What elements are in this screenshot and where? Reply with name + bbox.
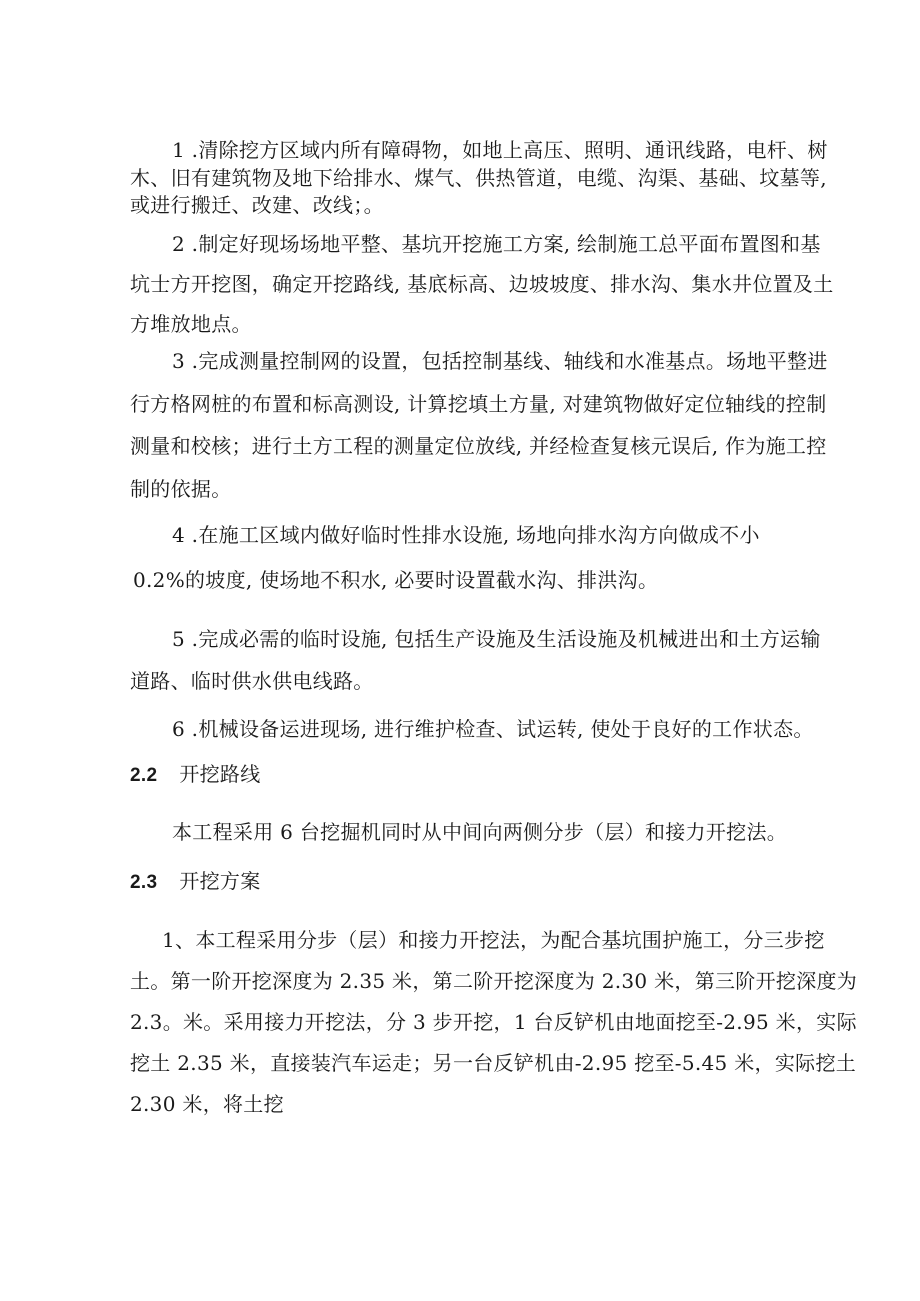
item-2-line-2: 坑士方开挖图，确定开挖路线, 基底标高、边坡坡度、排水沟、集水井位置及土 — [130, 272, 834, 296]
item-2-line-1: 2 .制定好现场场地平整、基坑开挖施工方案, 绘制施工总平面布置图和基 — [172, 232, 821, 256]
section-2-3-title: 开挖方案 — [179, 869, 261, 893]
item-1-line-2: 木、旧有建筑物及地下给排水、煤气、供热管道，电缆、沟渠、基础、坟墓等, — [130, 166, 827, 190]
section-2-3-line-4: 挖土 2.35 米，直接装汽车运走；另一台反铲机由-2.95 挖至-5.45 米，实际挖土 — [130, 1051, 857, 1075]
section-2-3-number: 2.3 — [130, 872, 158, 893]
item-3-line-4: 制的依据。 — [130, 477, 232, 501]
item-2-line-3: 方堆放地点。 — [130, 312, 252, 336]
item-3-line-3: 测量和校核；进行土方工程的测量定位放线, 并经检查复核元误后, 作为施工控 — [130, 434, 827, 458]
item-4-line-2: 0.2%的坡度, 使场地不积水, 必要时设置截水沟、排洪沟。 — [133, 568, 659, 592]
item-1-line-3: 或进行搬迁、改建、改线；。 — [130, 193, 384, 217]
section-2-2-number: 2.2 — [130, 765, 158, 786]
section-2-3-heading — [130, 867, 261, 897]
item-4-line-1: 4 .在施工区域内做好临时性排水设施, 场地向排水沟方向做成不小 — [172, 523, 760, 547]
section-2-2-heading — [130, 760, 261, 790]
item-1-line-1: 1 .清除挖方区域内所有障碍物，如地上高压、照明、通讯线路，电杆、树 — [172, 138, 828, 162]
item-3-line-1: 3 .完成测量控制网的设置，包括控制基线、轴线和水准基点。场地平整进 — [172, 349, 828, 373]
section-2-2-text: 本工程采用 6 台挖掘机同时从中间向两侧分步（层）和接力开挖法。 — [172, 820, 788, 844]
section-2-3-line-5: 2.30 米，将土挖 — [130, 1092, 284, 1116]
section-2-2-title: 开挖路线 — [179, 762, 261, 786]
section-2-3-line-1: 1、本工程采用分步（层）和接力开挖法，为配合基坑围护施工，分三步挖 — [162, 928, 825, 952]
item-3-line-2: 行方格网桩的布置和标高测设, 计算挖填土方量, 对建筑物做好定位轴线的控制 — [130, 392, 827, 416]
section-2-3-line-3: 2.3。米。采用接力开挖法，分 3 步开挖，1 台反铲机由地面挖至-2.95 米，实际 — [130, 1010, 857, 1034]
item-5-line-2: 道路、临时供水供电线路。 — [130, 669, 374, 693]
item-6-line-1: 6 .机械设备运进现场, 进行维护检查、试运转, 使处于良好的工作状态。 — [172, 717, 814, 741]
section-2-3-line-2: 土。第一阶开挖深度为 2.35 米，第二阶开挖深度为 2.30 米，第三阶开挖深度为 — [130, 969, 858, 993]
item-5-line-1: 5 .完成必需的临时设施, 包括生产设施及生活设施及机械进出和土方运输 — [172, 627, 821, 651]
